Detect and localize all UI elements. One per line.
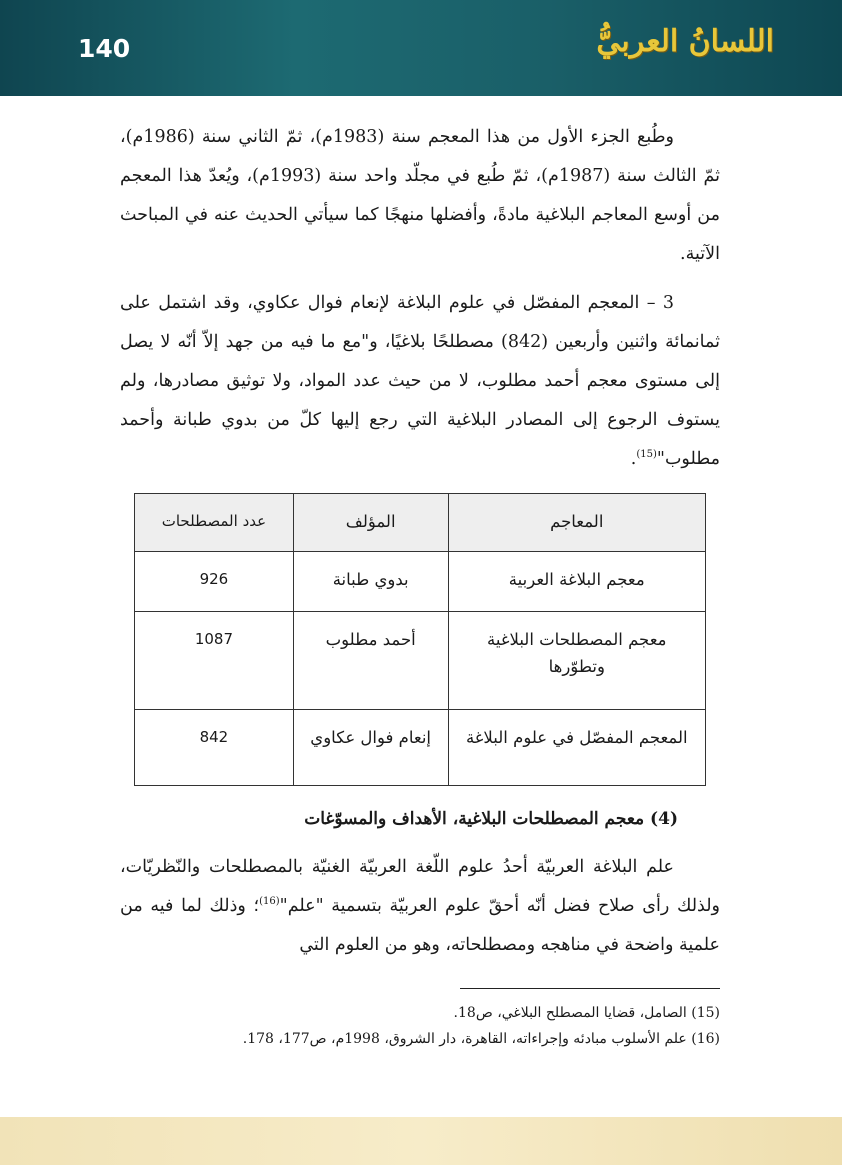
cell-count: 842 <box>135 710 294 786</box>
cell-count: 926 <box>135 552 294 612</box>
paragraph-2-text: 3 – المعجم المفصّل في علوم البلاغة لإنعام فوال عكاوي، وقد اشتمل على ثمانمائة واثنين وأربعين (842) مصطلحًا بلاغيًا، و"مع ما فيه من جهد إلاّ أنّه لا يصل إلى مستوى معجم أحمد مطلوب، لا من حيث عدد المواد، ولا توثيق مصادرها، ولم يستوف الرجوع إلى المصادر البلاغية التي رجع إليها كلّ من بدوي طبانة وأحمد مطلوب" <box>120 293 720 469</box>
footnote-ref-15[interactable]: (15) <box>636 449 657 461</box>
cell-dictionary: معجم البلاغة العربية <box>448 552 705 612</box>
table-row <box>135 710 706 786</box>
page-header <box>0 0 842 96</box>
paragraph-3-end: ؛ وذلك لما فيه من علمية واضحة في مناهجه ومصطلحاته، وهو من العلوم التي <box>120 896 720 955</box>
cell-author: أحمد مطلوب <box>293 612 448 710</box>
cell-count: 1087 <box>135 612 294 710</box>
footnote-15: (15) الصامل، قضايا المصطلح البلاغي، ص18. <box>453 1005 720 1021</box>
section-heading: (4) معجم المصطلحات البلاغية، الأهداف والمسوّغات <box>304 809 678 829</box>
paragraph-2 <box>120 284 720 479</box>
paragraph-2-end: . <box>630 449 637 469</box>
paragraph-3 <box>120 848 720 965</box>
dictionaries-table <box>134 493 706 786</box>
footnote-divider <box>460 988 720 989</box>
page-footer-band <box>0 1117 842 1165</box>
journal-logo: اللسانُ العربيُّ <box>596 24 774 59</box>
cell-author: إنعام فوال عكاوي <box>293 710 448 786</box>
header-term-count: عدد المصطلحات <box>135 494 294 552</box>
cell-dictionary: المعجم المفصّل في علوم البلاغة <box>448 710 705 786</box>
paragraph-3-text: علم البلاغة العربيّة أحدُ علوم اللّغة العربيّة الغنيّة بالمصطلحات والنّظريّات، ولذلك رأى صلاح فضل أنّه أحقّ علوم العربيّة بتسمية "علم" <box>120 857 720 916</box>
page-number: 140 <box>78 34 131 63</box>
footnote-16: (16) علم الأسلوب مبادئه وإجراءاته، القاهرة، دار الشروق، 1998م، ص177، 178. <box>242 1031 720 1047</box>
table-row <box>135 612 706 710</box>
article-body <box>120 118 720 975</box>
cell-author: بدوي طبانة <box>293 552 448 612</box>
header-author: المؤلف <box>293 494 448 552</box>
header-dictionaries: المعاجم <box>448 494 705 552</box>
footnote-ref-16[interactable]: (16) <box>259 896 280 908</box>
table-header-row <box>135 494 706 552</box>
paragraph-1: وطُبع الجزء الأول من هذا المعجم سنة (1983م)، ثمّ الثاني سنة (1986م)، ثمّ الثالث سنة (1987م)، ثمّ طُبع في مجلّد واحد سنة (1993م)، ويُعدّ هذا المعجم من أوسع المعاجم البلاغية مادةً، وأفضلها منهجًا كما سيأتي الحديث عنه في المباحث الآتية. <box>120 127 720 264</box>
table-row <box>135 552 706 612</box>
cell-dictionary: معجم المصطلحات البلاغية وتطوّرها <box>448 612 705 710</box>
footnotes <box>120 1000 720 1052</box>
